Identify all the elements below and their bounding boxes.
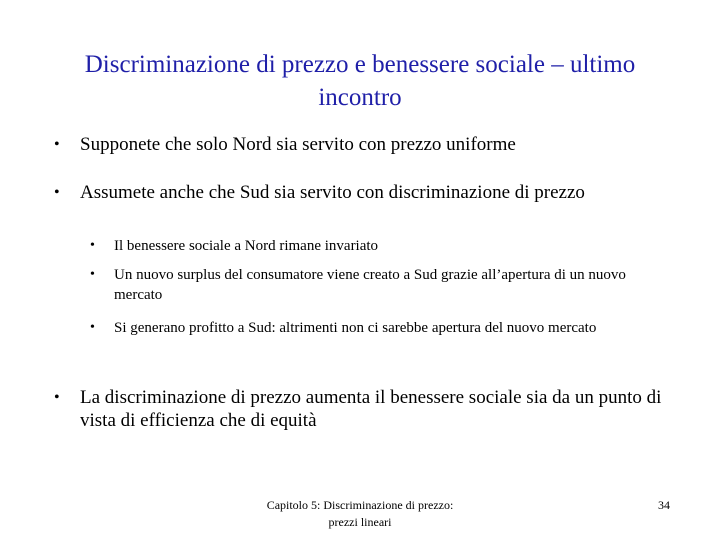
bullet-marker: • [54,389,60,406]
sub-bullet-text: Il benessere sociale a Nord rimane invariato [114,238,379,254]
sub-bullet-marker: • [90,238,95,253]
sub-bullet-item [90,236,670,256]
slide-title: Discriminazione di prezzo e benessere sociale – ultimo incontro [84,51,636,111]
sub-bullet-marker: • [90,267,95,282]
bullet-text: Assumete anche che Sud sia servito con discriminazione di prezzo [80,182,585,203]
bullet-item [54,133,674,156]
bullet-item [54,181,674,204]
bullet-text: La discriminazione di prezzo aumenta il benessere sociale sia da un punto di vista di efficienza che di equità [80,387,662,431]
footer-caption: Capitolo 5: Discriminazione di prezzo: prezzi lineari [266,498,454,529]
page-number: 34 [658,498,670,512]
sub-bullet-marker: • [90,320,95,335]
bullet-marker: • [54,136,60,153]
sub-bullet-item [90,265,670,305]
sub-bullet-text: Si generano profitto a Sud: altrimenti non ci sarebbe apertura del nuovo mercato [114,320,597,336]
bullet-text: Supponete che solo Nord sia servito con prezzo uniforme [80,134,516,155]
sub-bullet-text: Un nuovo surplus del consumatore viene creato a Sud grazie all’apertura di un nuovo mercato [114,267,626,303]
bullet-marker: • [54,184,60,201]
bullet-item [54,386,674,432]
sub-bullet-item [90,318,670,338]
